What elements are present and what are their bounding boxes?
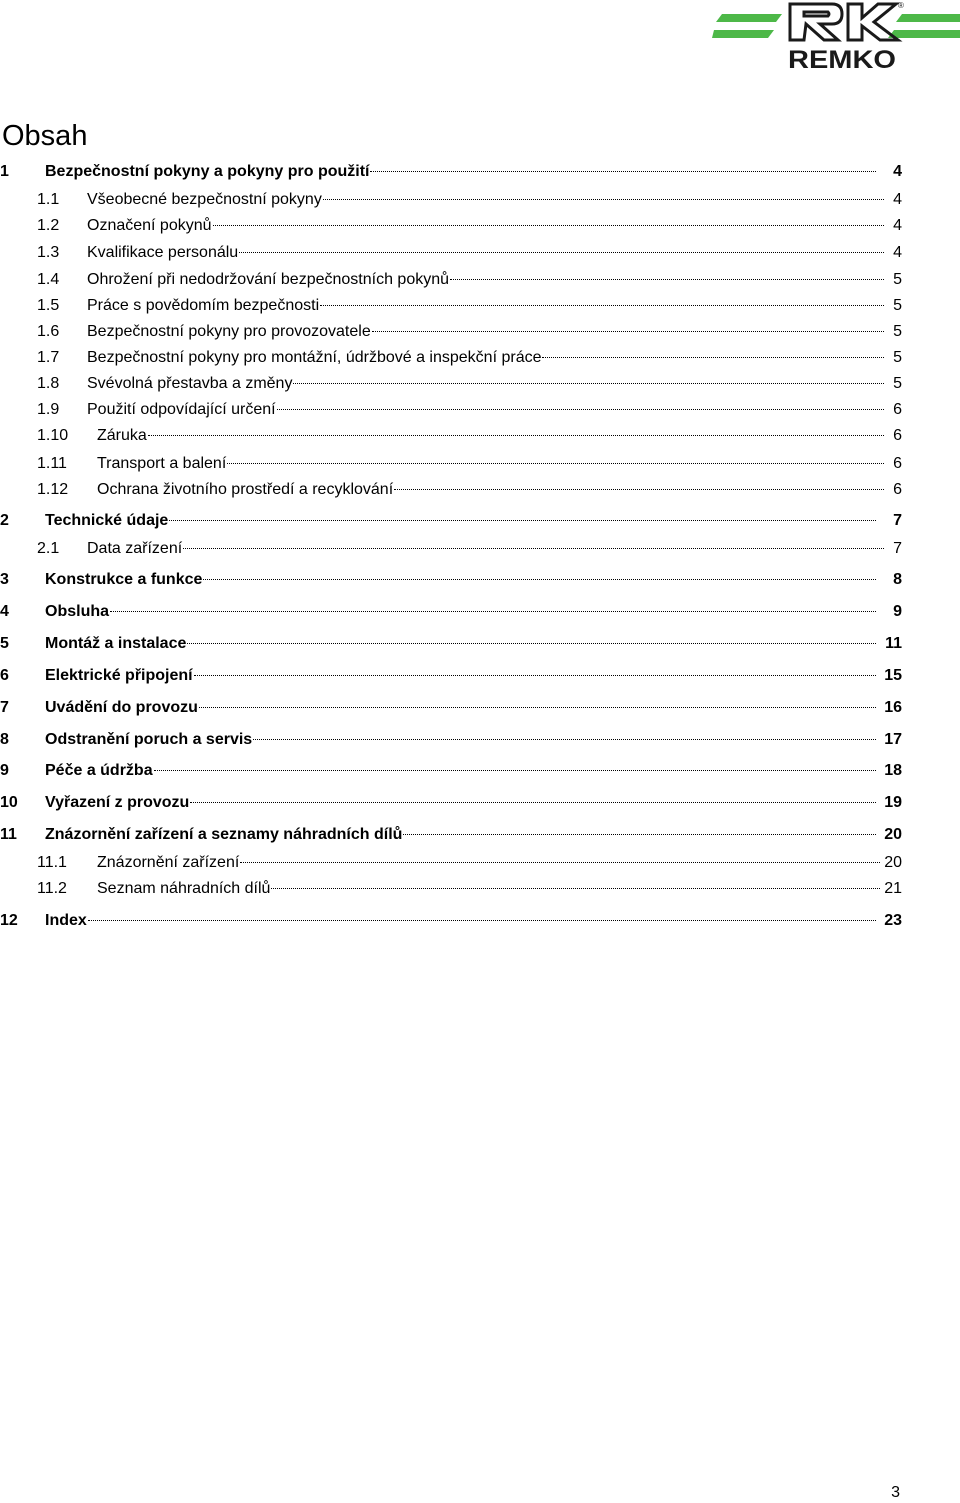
toc-entry-page: 5 — [893, 349, 902, 366]
toc-entry[interactable] — [0, 509, 902, 533]
toc-entry-number: 9 — [0, 762, 9, 779]
toc-entry[interactable] — [37, 188, 902, 212]
toc-dot-leader — [394, 479, 884, 490]
toc-entry-title: Všeobecné bezpečnostní pokyny — [87, 191, 322, 208]
toc-entry[interactable] — [0, 759, 902, 783]
toc-entry[interactable] — [37, 877, 902, 901]
toc-entry-number: 2 — [0, 512, 9, 529]
toc-entry[interactable] — [37, 478, 902, 502]
toc-entry-title: Práce s povědomím bezpečnosti — [87, 297, 320, 314]
toc-entry-page: 5 — [893, 323, 902, 340]
toc-entry-title: Označení pokynů — [87, 217, 212, 234]
toc-entry-page: 17 — [884, 731, 902, 748]
toc-entry-title: Záruka — [97, 427, 147, 444]
toc-entry-page: 7 — [893, 512, 902, 529]
toc-entry-page: 18 — [884, 762, 902, 779]
toc-entry[interactable] — [0, 696, 902, 720]
toc-entry[interactable] — [0, 568, 902, 592]
toc-entry[interactable] — [0, 160, 902, 184]
toc-dot-leader — [372, 321, 884, 332]
toc-entry-title: Seznam náhradních dílů — [97, 880, 271, 897]
toc-entry-title: Svévolná přestavba a změny — [87, 375, 293, 392]
toc-entry[interactable] — [0, 823, 902, 847]
toc-entry-page: 19 — [884, 794, 902, 811]
toc-entry-page: 11 — [885, 635, 902, 652]
toc-dot-leader — [203, 569, 876, 580]
toc-entry-number: 11 — [0, 826, 17, 843]
toc-entry-title: Péče a údržba — [45, 762, 153, 779]
toc-entry-title: Technické údaje — [45, 512, 169, 529]
toc-dot-leader — [213, 215, 884, 226]
toc-entry-title: Vyřazení z provozu — [45, 794, 190, 811]
toc-entry[interactable] — [37, 424, 902, 448]
toc-entry-page: 5 — [893, 271, 902, 288]
toc-entry-number: 10 — [0, 794, 18, 811]
logo-registered: ® — [898, 1, 904, 10]
toc-dot-leader — [194, 665, 876, 676]
toc-dot-leader — [253, 729, 876, 740]
toc-entry-page: 15 — [884, 667, 902, 684]
toc-entry[interactable] — [0, 728, 902, 752]
toc-dot-leader — [403, 824, 876, 835]
toc-entry-number: 1.10 — [37, 427, 69, 444]
toc-entry-title: Obsluha — [45, 603, 110, 620]
page-number: 3 — [891, 1484, 900, 1501]
toc-entry[interactable] — [0, 791, 902, 815]
toc-entry[interactable] — [37, 268, 902, 292]
toc-entry-number: 1.6 — [37, 323, 60, 340]
toc-entry-number: 1.11 — [37, 455, 67, 472]
toc-entry-number: 1.12 — [37, 481, 69, 498]
toc-entry-page: 9 — [893, 603, 902, 620]
toc-entry[interactable] — [37, 452, 902, 476]
toc-entry[interactable] — [37, 294, 902, 318]
toc-entry-page: 6 — [893, 481, 902, 498]
toc-entry-number: 5 — [0, 635, 9, 652]
toc-entry-number: 1.9 — [37, 401, 60, 418]
toc-entry-number: 8 — [0, 731, 9, 748]
toc-entry-page: 7 — [893, 540, 902, 557]
toc-entry[interactable] — [0, 664, 902, 688]
toc-entry-number: 3 — [0, 571, 9, 588]
toc-entry-title: Ochrana životního prostředí a recyklování — [97, 481, 394, 498]
toc-entry-title: Znázornění zařízení — [97, 854, 240, 871]
toc-dot-leader — [277, 399, 884, 410]
toc-entry-title: Bezpečnostní pokyny pro montážní, údržbové a inspekční práce — [87, 349, 542, 366]
toc-dot-leader — [199, 697, 876, 708]
toc-entry[interactable] — [37, 320, 902, 344]
toc-dot-leader — [190, 792, 876, 803]
toc-entry-title: Znázornění zařízení a seznamy náhradních dílů — [45, 826, 403, 843]
toc-dot-leader — [320, 295, 884, 306]
toc-entry-number: 7 — [0, 699, 9, 716]
toc-entry-page: 20 — [884, 854, 902, 871]
toc-entry-number: 1.1 — [37, 191, 60, 208]
toc-entry-page: 4 — [893, 191, 902, 208]
toc-dot-leader — [187, 633, 876, 644]
toc-dot-leader — [227, 453, 884, 464]
toc-entry-page: 20 — [884, 826, 902, 843]
toc-entry-title: Kvalifikace personálu — [87, 244, 239, 261]
toc-dot-leader — [323, 189, 884, 200]
toc-entry-title: Uvádění do provozu — [45, 699, 198, 716]
toc-entry-title: Bezpečnostní pokyny pro provozovatele — [87, 323, 371, 340]
toc-dot-leader — [271, 878, 880, 889]
toc-dot-leader — [240, 852, 880, 863]
toc-entry-page: 4 — [893, 217, 902, 234]
toc-entry-number: 1 — [0, 163, 9, 180]
toc-dot-leader — [293, 373, 884, 384]
toc-entry-title: Transport a balení — [97, 455, 227, 472]
toc-entry-page: 5 — [893, 375, 902, 392]
toc-entry-number: 4 — [0, 603, 9, 620]
toc-entry-number: 1.8 — [37, 375, 60, 392]
toc-entry-page: 4 — [893, 163, 902, 180]
toc-entry-page: 21 — [884, 880, 902, 897]
toc-entry[interactable] — [37, 214, 902, 238]
toc-entry-title: Konstrukce a funkce — [45, 571, 203, 588]
toc-entry-number: 11.2 — [37, 880, 67, 897]
toc-entry-title: Elektrické připojení — [45, 667, 193, 684]
toc-dot-leader — [154, 760, 876, 771]
toc-dot-leader — [542, 347, 884, 358]
toc-entry-number: 11.1 — [37, 854, 67, 871]
toc-entry[interactable] — [37, 537, 902, 561]
toc-entry-title: Bezpečnostní pokyny a pokyny pro použití — [45, 163, 370, 180]
toc-entry-title: Odstranění poruch a servis — [45, 731, 253, 748]
toc-entry-number: 2.1 — [37, 540, 60, 557]
toc-dot-leader — [88, 910, 876, 921]
toc-dot-leader — [450, 269, 884, 280]
toc-entry-number: 1.7 — [37, 349, 60, 366]
toc-entry[interactable] — [37, 851, 902, 875]
toc-entry-number: 1.5 — [37, 297, 60, 314]
toc-entry-title: Montáž a instalace — [45, 635, 187, 652]
logo-wordmark: REMKO — [788, 46, 896, 72]
toc-entry-number: 1.2 — [37, 217, 60, 234]
toc-entry[interactable] — [0, 632, 902, 656]
toc-entry-page: 16 — [884, 699, 902, 716]
toc-dot-leader — [183, 538, 884, 549]
toc-entry[interactable] — [0, 909, 902, 933]
toc-dot-leader — [169, 510, 876, 521]
toc-entry-page: 6 — [893, 455, 902, 472]
toc-entry[interactable] — [37, 398, 902, 422]
toc-entry-number: 1.3 — [37, 244, 60, 261]
toc-entry-page: 6 — [893, 427, 902, 444]
toc-dot-leader — [110, 601, 876, 612]
toc-entry-title: Index — [45, 912, 87, 929]
toc-entry[interactable] — [37, 372, 902, 396]
toc-entry-title: Použití odpovídající určení — [87, 401, 276, 418]
toc-entry-page: 8 — [893, 571, 902, 588]
toc-entry-title: Ohrožení při nedodržování bezpečnostních pokynů — [87, 271, 450, 288]
page-title: Obsah — [2, 120, 88, 152]
toc-entry-page: 23 — [884, 912, 902, 929]
toc-entry-page: 4 — [893, 244, 902, 261]
toc-entry-title: Data zařízení — [87, 540, 183, 557]
toc-dot-leader — [370, 161, 876, 172]
toc-entry-number: 6 — [0, 667, 9, 684]
toc-entry[interactable] — [37, 241, 902, 265]
toc-dot-leader — [239, 242, 884, 253]
toc-entry[interactable] — [37, 346, 902, 370]
toc-entry-number: 12 — [0, 912, 18, 929]
toc-dot-leader — [148, 425, 884, 436]
toc-entry-number: 1.4 — [37, 271, 60, 288]
toc-entry-page: 6 — [893, 401, 902, 418]
toc-entry-page: 5 — [893, 297, 902, 314]
toc-entry[interactable] — [0, 600, 902, 624]
